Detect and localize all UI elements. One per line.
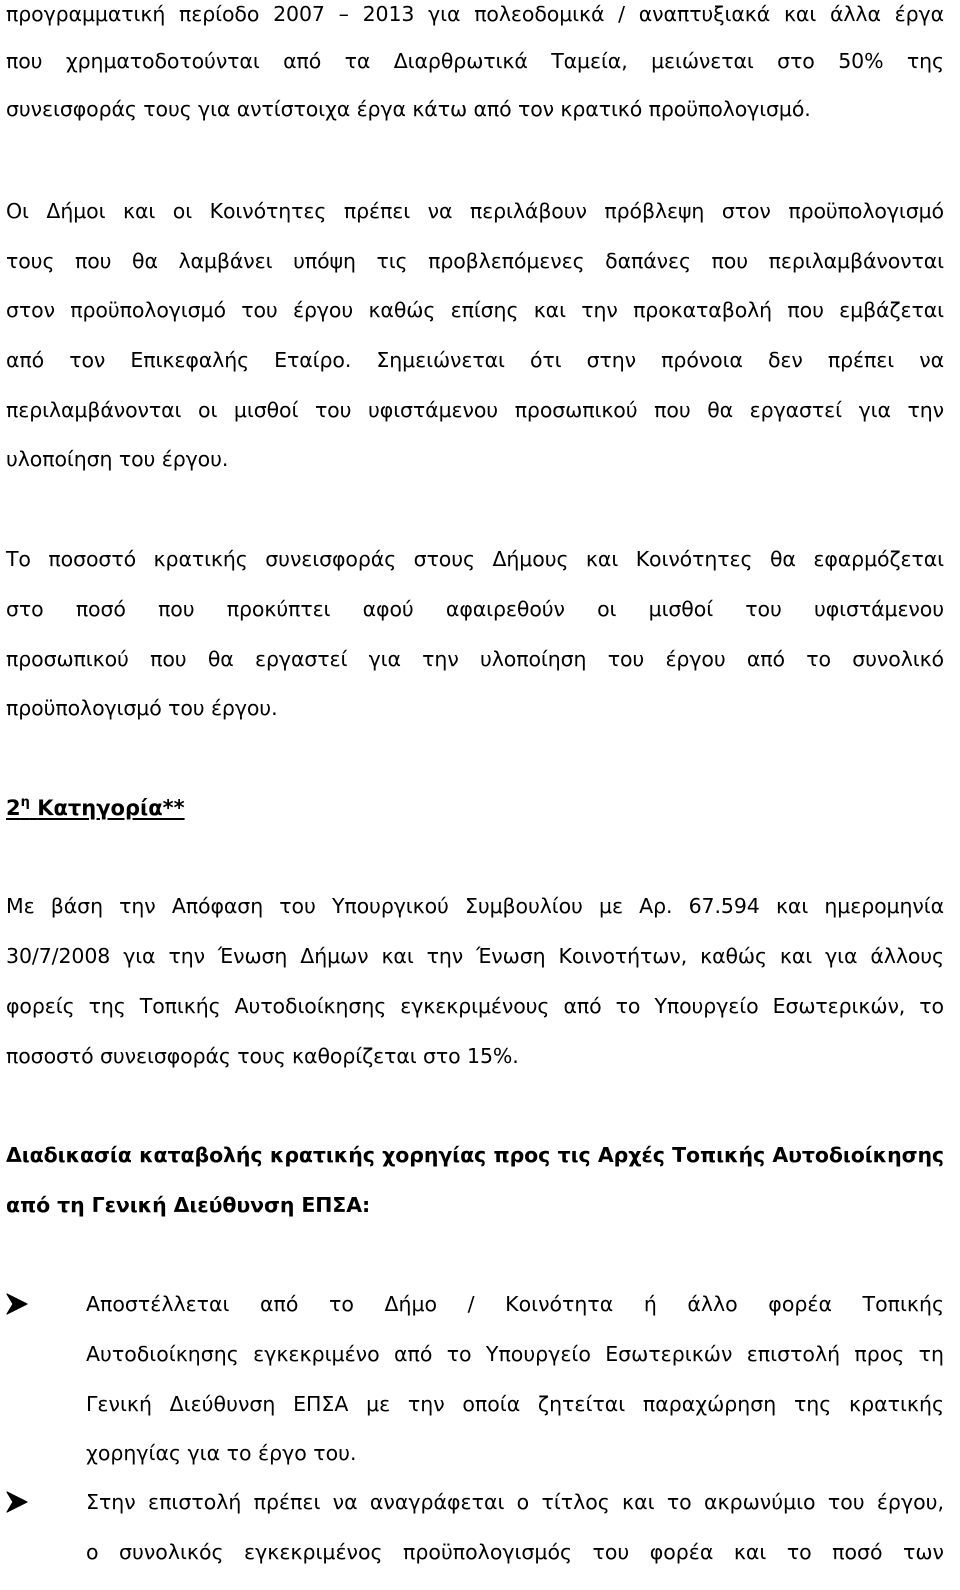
arrow-bullet-icon (6, 1293, 28, 1315)
category-label: Κατηγορία** (37, 796, 185, 820)
text-line: στον προϋπολογισμό του έργου καθώς επίσης και την προκαταβολή που εμβάζεται (6, 298, 944, 322)
category-heading (6, 795, 185, 821)
text-line: προγραμματική περίοδο 2007 – 2013 για πολεοδομικά / αναπτυξιακά και άλλα έργα (6, 2, 944, 26)
text-line: προσωπικού που θα εργαστεί για την υλοποίηση του έργου από το συνολικό (6, 647, 944, 671)
bullet-line: Αποστέλλεται από το Δήμο / Κοινότητα ή άλλο φορέα Τοπικής (86, 1292, 944, 1316)
text-line: Το ποσοστό κρατικής συνεισφοράς στους Δήμους και Κοινότητες θα εφαρμόζεται (6, 547, 944, 571)
bullet-line: ο συνολικός εγκεκριμένος προϋπολογισμός του φορέα και το ποσό των (86, 1540, 944, 1564)
category-number: 2 (6, 796, 21, 820)
text-line: Με βάση την Απόφαση του Υπουργικού Συμβουλίου με Αρ. 67.594 και ημερομηνία (6, 894, 944, 918)
text-line: από τον Επικεφαλής Εταίρο. Σημειώνεται ότι στην πρόνοια δεν πρέπει να (6, 348, 944, 372)
arrow-bullet-icon (6, 1491, 28, 1513)
text-line: ποσοστό συνεισφοράς τους καθορίζεται στο 15%. (6, 1044, 519, 1068)
text-line: υλοποίηση του έργου. (6, 447, 229, 471)
category-superscript: η (20, 795, 30, 810)
text-line: προϋπολογισμό του έργου. (6, 696, 278, 720)
bullet-line: Στην επιστολή πρέπει να αναγράφεται ο τίτλος και το ακρωνύμιο του έργου, (86, 1490, 944, 1514)
text-line: 30/7/2008 για την Ένωση Δήμων και την Ένωση Κοινοτήτων, καθώς και για άλλους (6, 944, 944, 968)
heading-line: από τη Γενική Διεύθυνση ΕΠΣΑ: (6, 1193, 371, 1217)
bullet-line: χορηγίας για το έργο του. (86, 1441, 357, 1465)
text-line: στο ποσό που προκύπτει αφού αφαιρεθούν οι μισθοί του υφιστάμενου (6, 597, 944, 621)
text-line: που χρηματοδοτούνται από τα Διαρθρωτικά Ταμεία, μειώνεται στο 50% της (6, 49, 944, 73)
bullet-line: Γενική Διεύθυνση ΕΠΣΑ με την οποία ζητείται παραχώρηση της κρατικής (86, 1392, 944, 1416)
text-line: περιλαμβάνονται οι μισθοί του υφιστάμενου προσωπικού που θα εργαστεί για την (6, 398, 944, 422)
text-line: συνεισφοράς τους για αντίστοιχα έργα κάτω από τον κρατικό προϋπολογισμό. (6, 97, 811, 121)
text-line: Οι Δήμοι και οι Κοινότητες πρέπει να περιλάβουν πρόβλεψη στον προϋπολογισμό (6, 199, 944, 223)
text-line: φορείς της Τοπικής Αυτοδιοίκησης εγκεκριμένους από το Υπουργείο Εσωτερικών, το (6, 994, 944, 1018)
text-line: τους που θα λαμβάνει υπόψη τις προβλεπόμενες δαπάνες που περιλαμβάνονται (6, 249, 944, 273)
heading-line: Διαδικασία καταβολής κρατικής χορηγίας προς τις Αρχές Τοπικής Αυτοδιοίκησης (6, 1143, 944, 1167)
bullet-line: Αυτοδιοίκησης εγκεκριμένο από το Υπουργείο Εσωτερικών επιστολή προς τη (86, 1342, 944, 1366)
